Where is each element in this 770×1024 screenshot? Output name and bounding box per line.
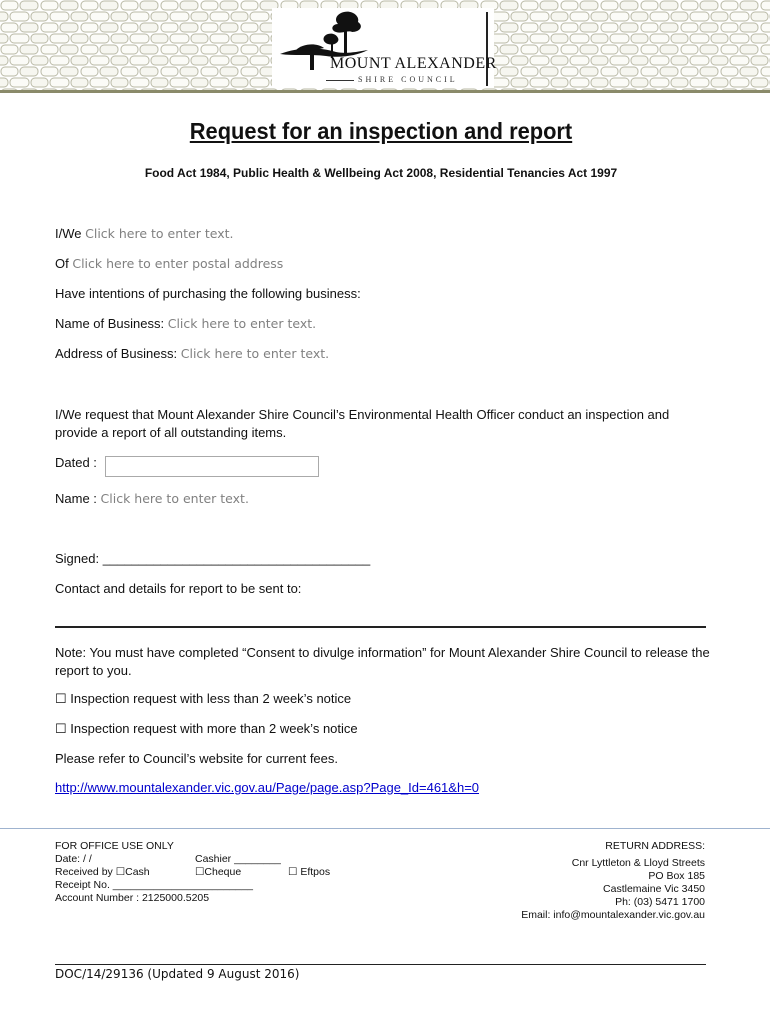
office-receipt: Receipt No. ________________________: [55, 879, 253, 891]
office-cheque: ☐Cheque: [195, 866, 242, 878]
logo-name: MOUNT ALEXANDER: [330, 55, 497, 72]
office-received-cash: Received by ☐Cash: [55, 866, 150, 878]
logo-divider: [486, 12, 488, 86]
iwe-row: [55, 226, 234, 241]
header-rule: [0, 90, 770, 93]
contact-label: Contact and details for report to be sent to:: [55, 581, 302, 596]
doc-ref-rule: [55, 964, 706, 965]
consent-note: Note: You must have completed “Consent to divulge information” for Mount Alexander Shire Council to release the report to you.: [55, 645, 710, 678]
iwe-label: I/We: [55, 226, 82, 241]
office-date-row: [55, 853, 281, 866]
intentions-text: Have intentions of purchasing the following business:: [55, 286, 361, 301]
return-line-4: Ph: (03) 5471 1700: [615, 896, 705, 908]
request-paragraph: I/We request that Mount Alexander Shire Council’s Environmental Health Officer conduct an inspection and provide a report of all outstanding items.: [55, 407, 670, 440]
business-address-field[interactable]: Click here to enter text.: [180, 346, 330, 361]
return-heading: RETURN ADDRESS:: [605, 840, 705, 852]
checkbox-more-notice[interactable]: ☐ Inspection request with more than 2 week’s notice: [55, 721, 358, 736]
business-address-row: [55, 346, 329, 361]
doc-reference: DOC/14/29136 (Updated 9 August 2016): [55, 967, 300, 981]
return-address-block: [521, 840, 705, 922]
fees-link[interactable]: http://www.mountalexander.vic.gov.au/Page/page.asp?Page_Id=461&h=0: [55, 780, 480, 795]
return-line-2: PO Box 185: [648, 870, 705, 882]
office-cashier: Cashier ________: [195, 853, 281, 865]
business-address-label: Address of Business:: [55, 346, 178, 361]
dated-input[interactable]: [105, 456, 319, 477]
header-banner: [0, 0, 770, 92]
page-title: Request for an inspection and report: [189, 118, 573, 144]
business-name-field[interactable]: Click here to enter text.: [167, 316, 317, 331]
fees-text: Please refer to Council’s website for current fees.: [55, 751, 339, 766]
office-use-block: [55, 840, 331, 905]
footer-rule: [0, 828, 770, 829]
postal-address-field[interactable]: Click here to enter postal address: [72, 256, 284, 271]
of-label: Of: [55, 256, 69, 271]
name-label: Name :: [55, 491, 97, 506]
of-row: [55, 256, 283, 271]
office-account: Account Number : 2125000.5205: [55, 892, 210, 904]
name-row: [55, 491, 249, 506]
signed-line: Signed: _____________________________________: [55, 551, 371, 566]
page-subtitle: Food Act 1984, Public Health & Wellbeing Act 2008, Residential Tenancies Act 1997: [144, 166, 618, 180]
office-received-row: [55, 866, 331, 879]
return-line-3: Castlemaine Vic 3450: [603, 883, 705, 895]
contact-separator: [55, 626, 706, 628]
return-email: Email: info@mountalexander.vic.gov.au: [521, 909, 705, 921]
checkbox-less-notice[interactable]: ☐ Inspection request with less than 2 week’s notice: [55, 691, 352, 706]
logo-subtitle: SHIRE COUNCIL: [358, 75, 458, 84]
office-eftpos: ☐ Eftpos: [288, 866, 331, 878]
business-name-label: Name of Business:: [55, 316, 165, 331]
office-heading: FOR OFFICE USE ONLY: [55, 840, 174, 852]
iwe-field[interactable]: Click here to enter text.: [85, 226, 234, 241]
logo-sub-rule: [326, 80, 354, 81]
dated-label: Dated :: [55, 455, 97, 470]
office-date: Date: / /: [55, 853, 92, 865]
name-field[interactable]: Click here to enter text.: [100, 491, 249, 506]
return-line-1: Cnr Lyttleton & Lloyd Streets: [571, 857, 705, 869]
business-name-row: [55, 316, 316, 331]
